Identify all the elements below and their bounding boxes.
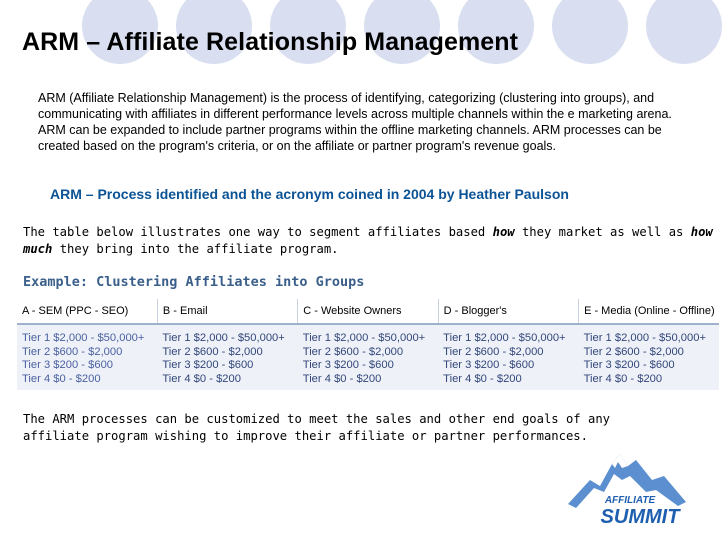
closing-paragraph: The ARM processes can be customized to meet the sales and other end goals of any affiliate program wishing to improve their affiliate or partner performances. xyxy=(23,412,610,443)
tier-2: Tier 2 $600 - $2,000 xyxy=(22,345,123,358)
decorative-circle xyxy=(552,0,628,64)
column-header-website-owners: C - Website Owners xyxy=(298,299,438,324)
tier-1: Tier 1 $2,000 - $50,000+ xyxy=(443,332,566,344)
tier-3: Tier 3 $200 - $600 xyxy=(583,359,675,372)
tier-4: Tier 4 $0 - $200 xyxy=(22,372,101,385)
tier-3: Tier 3 $200 - $600 xyxy=(443,359,535,372)
column-header-email: B - Email xyxy=(157,299,297,324)
table-row xyxy=(17,324,719,390)
tier-4: Tier 4 $0 - $200 xyxy=(443,372,522,385)
tier-4: Tier 4 $0 - $200 xyxy=(302,372,382,385)
column-header-media: E - Media (Online - Offline) xyxy=(579,299,719,324)
intro-paragraph: ARM (Affiliate Relationship Management) is the process of identifying, categorizing (clustering into groups), and communicating with affiliates in different performance levels across multiple channels within the e marketing arena. ARM can be expanded to include partner programs within the offline marketing channels. ARM processes can be created based on the program's criteria, or on the affiliate or partner program's revenue goals. xyxy=(38,91,672,153)
table-intro-text xyxy=(23,224,713,258)
example-heading: Example: Clustering Affiliates into Groups xyxy=(23,274,365,290)
decorative-circle xyxy=(646,0,722,64)
coined-statement: ARM – Process identified and the acronym coined in 2004 by Heather Paulson xyxy=(50,186,569,202)
tier-2: Tier 2 $600 - $2,000 xyxy=(162,345,263,358)
table-header-row xyxy=(17,299,719,324)
column-header-bloggers: D - Blogger's xyxy=(438,299,578,324)
tier-3: Tier 3 $200 - $600 xyxy=(302,359,394,372)
affiliate-summit-logo xyxy=(560,446,700,528)
table-cell xyxy=(17,324,157,390)
tier-1: Tier 1 $2,000 - $50,000+ xyxy=(22,332,145,344)
table-intro-part: they market as well as xyxy=(514,225,691,239)
tier-1: Tier 1 $2,000 - $50,000+ xyxy=(302,332,426,344)
logo-line2: SUMMIT xyxy=(600,506,680,528)
table-cell xyxy=(579,324,719,390)
tier-2: Tier 2 $600 - $2,000 xyxy=(302,345,404,358)
tier-1: Tier 1 $2,000 - $50,000+ xyxy=(583,332,706,344)
tier-2: Tier 2 $600 - $2,000 xyxy=(583,345,684,358)
tier-4: Tier 4 $0 - $200 xyxy=(162,372,241,385)
table-cell xyxy=(298,324,438,390)
emphasis-how: how xyxy=(492,225,515,239)
tier-1: Tier 1 $2,000 - $50,000+ xyxy=(162,332,285,344)
table-cell xyxy=(157,324,297,390)
emphasis-how-much: how much xyxy=(23,225,713,256)
table-intro-part: they bring into the affiliate program. xyxy=(52,242,339,256)
column-header-sem: A - SEM (PPC - SEO) xyxy=(17,299,157,324)
logo-line1: AFFILIATE xyxy=(604,495,656,506)
table-cell xyxy=(438,324,578,390)
tier-2: Tier 2 $600 - $2,000 xyxy=(443,345,544,358)
table-intro-part: The table below illustrates one way to segment affiliates based xyxy=(23,225,493,239)
slide-title: ARM – Affiliate Relationship Management xyxy=(22,28,519,56)
affiliate-segment-table xyxy=(17,299,719,390)
tier-3: Tier 3 $200 - $600 xyxy=(162,359,254,372)
tier-3: Tier 3 $200 - $600 xyxy=(22,359,114,372)
tier-4: Tier 4 $0 - $200 xyxy=(583,372,663,385)
